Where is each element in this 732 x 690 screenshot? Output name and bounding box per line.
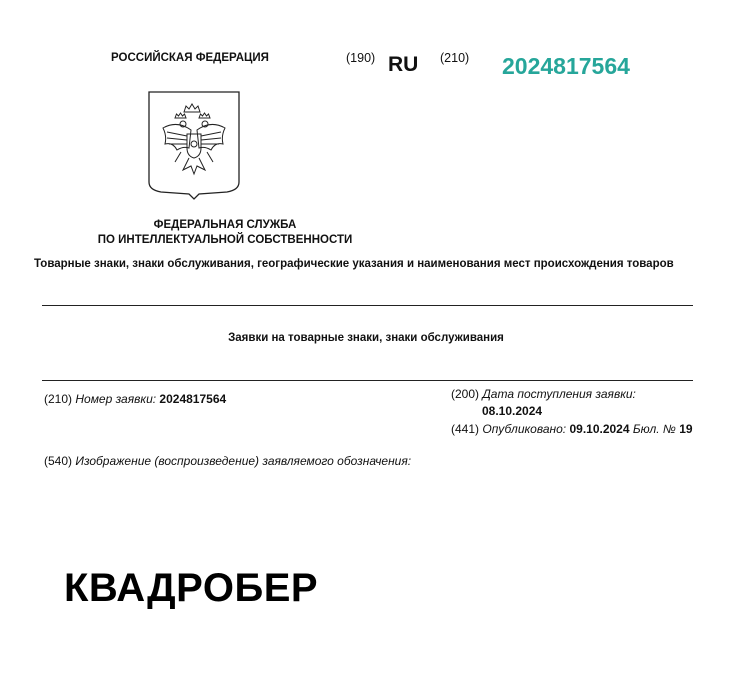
field-code: (210)	[44, 392, 73, 406]
field-code: (540)	[44, 454, 73, 468]
coat-of-arms-icon	[147, 90, 241, 200]
field-label: Дата поступления заявки:	[482, 387, 636, 401]
agency-name	[60, 218, 390, 248]
bulletin-number: 19	[679, 422, 693, 436]
agency-line-1: ФЕДЕРАЛЬНАЯ СЛУЖБА	[153, 219, 297, 231]
published-date-value: 09.10.2024	[569, 422, 630, 436]
field-label: Изображение (воспроизведение) заявляемого обозначения:	[75, 454, 412, 468]
field-label: Номер заявки:	[75, 392, 157, 406]
application-number-header: 2024817564	[502, 53, 630, 79]
divider-top	[42, 305, 693, 306]
application-number-value: 2024817564	[159, 392, 227, 406]
field-code: (200)	[451, 387, 480, 401]
code-190: (190)	[346, 51, 376, 65]
divider-bottom	[42, 380, 693, 381]
image-field	[44, 454, 411, 468]
section-title: Заявки на товарные знаки, знаки обслуживания	[228, 332, 504, 344]
bulletin-label: Бюл. №	[632, 422, 676, 436]
filing-date-field	[451, 387, 636, 401]
publication-category: Товарные знаки, знаки обслуживания, географические указания и наименования мест происхождения товаров	[34, 258, 674, 270]
country-code: RU	[388, 53, 419, 76]
trademark-word: КВАДРОБЕР	[64, 566, 319, 610]
country-name: РОССИЙСКАЯ ФЕДЕРАЦИЯ	[111, 52, 269, 64]
published-field	[451, 422, 693, 436]
field-label: Опубликовано:	[482, 422, 567, 436]
code-210-header: (210)	[440, 51, 470, 65]
agency-line-2: ПО ИНТЕЛЛЕКТУАЛЬНОЙ СОБСТВЕННОСТИ	[97, 234, 353, 246]
field-code: (441)	[451, 422, 480, 436]
application-number-field	[44, 392, 226, 406]
filing-date-value: 08.10.2024	[482, 404, 543, 418]
